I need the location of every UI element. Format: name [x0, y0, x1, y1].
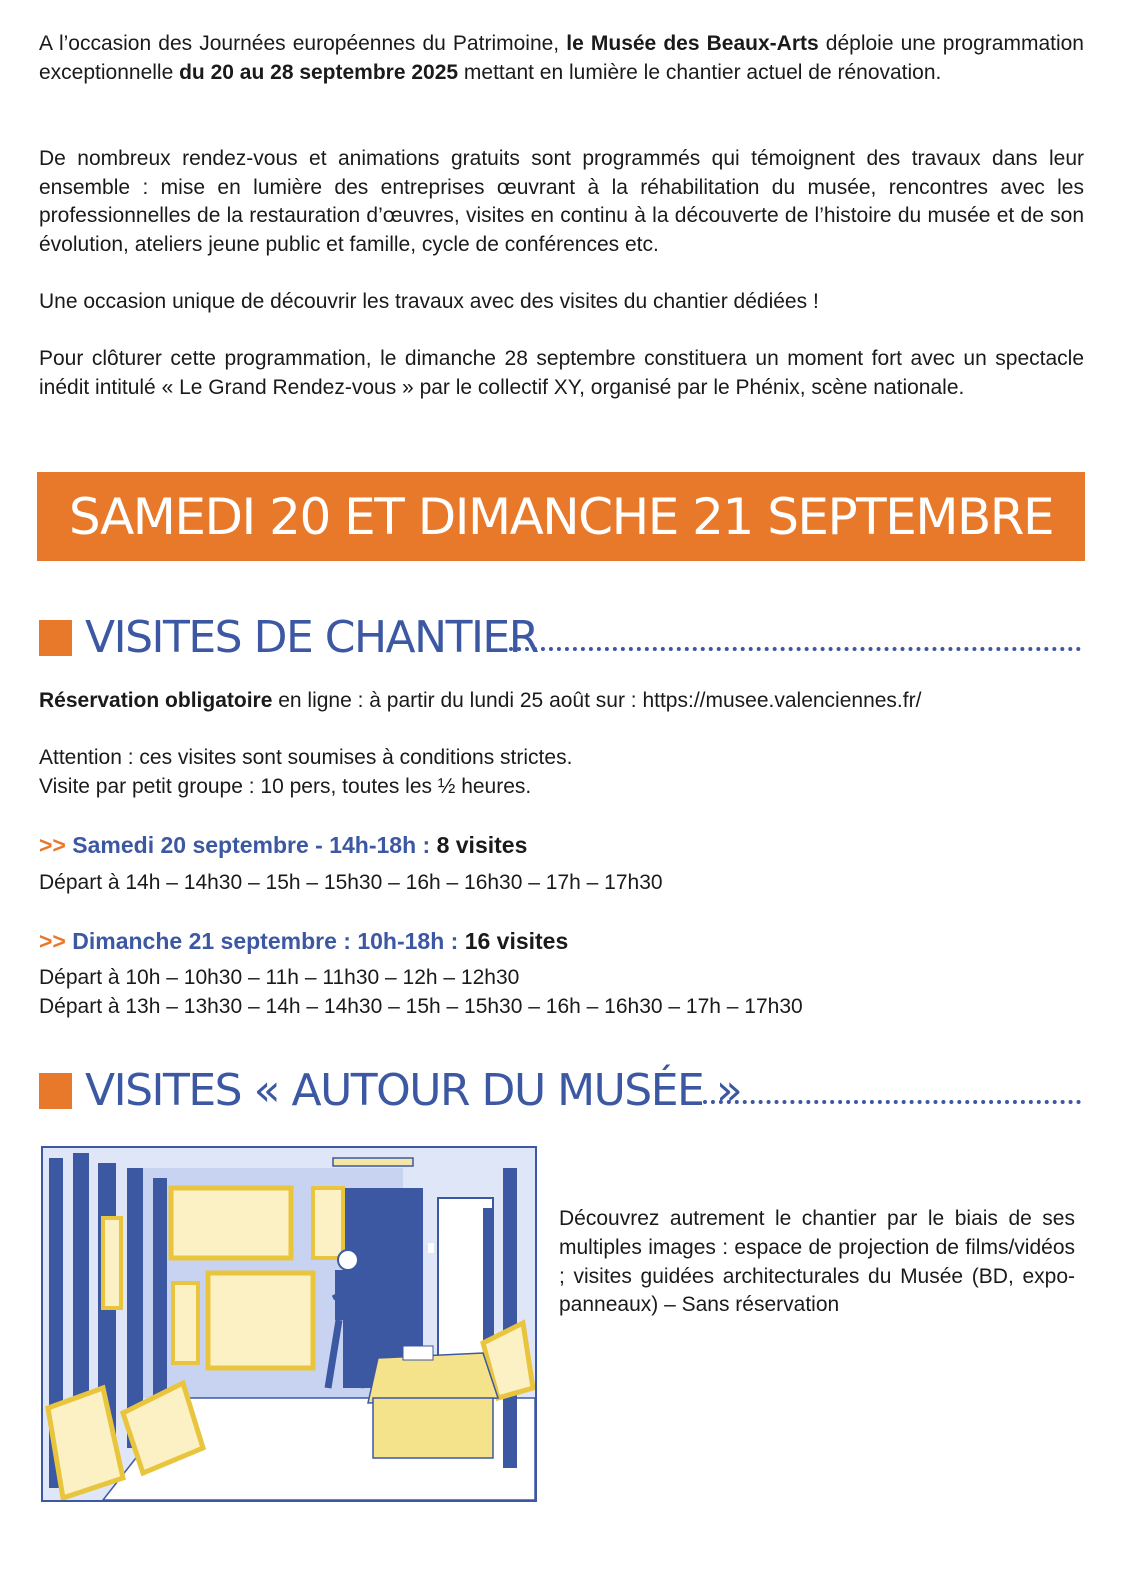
saturday-heading	[39, 830, 527, 860]
intro-paragraph-3: Une occasion unique de découvrir les travaux avec des visites du chantier dédiées !	[39, 290, 819, 313]
reservation-required: Réservation obligatoire	[39, 689, 273, 712]
double-chevron-icon: >>	[39, 928, 66, 954]
section-heading-autour	[39, 1063, 1089, 1123]
intro-dates: du 20 au 28 septembre 2025	[179, 60, 459, 84]
sunday-count: 16 visites	[464, 928, 569, 954]
intro-text: déploie une programmation exceptionnelle	[39, 32, 1084, 84]
double-chevron-icon: >>	[39, 832, 66, 858]
sunday-times-afternoon: Départ à 13h – 13h30 – 14h – 14h30 – 15h – 15h30 – 16h – 16h30 – 17h – 17h30	[39, 995, 803, 1018]
section-title: VISITES « AUTOUR DU MUSÉE »	[85, 1065, 742, 1116]
reservation-details: en ligne : à partir du lundi 25 août sur : https://musee.valenciennes.fr/	[272, 689, 922, 712]
sunday-label: Dimanche 21 septembre : 10h-18h :	[65, 928, 465, 954]
sunday-heading	[39, 926, 568, 956]
section-title: VISITES DE CHANTIER	[85, 612, 538, 663]
intro-text: A l’occasion des Journées européennes du Patrimoine,	[39, 32, 567, 55]
intro-paragraph-1	[39, 30, 1084, 87]
orange-square-icon	[39, 620, 72, 656]
intro-paragraph-4: Pour clôturer cette programmation, le dimanche 28 septembre constituera un moment fort avec un spectacle inédit intitulé « Le Grand Rendez-vous » par le collectif XY, organisé par le Phénix, scène nationale.	[39, 347, 1084, 399]
saturday-count: 8 visites	[436, 832, 528, 858]
saturday-times: Départ à 14h – 14h30 – 15h – 15h30 – 16h – 16h30 – 17h – 17h30	[39, 871, 663, 894]
sunday-times-morning: Départ à 10h – 10h30 – 11h – 11h30 – 12h – 12h30	[39, 966, 520, 989]
reservation-line	[39, 687, 921, 716]
intro-museum-name: le Musée des Beaux-Arts	[566, 32, 819, 55]
section-heading-chantier	[39, 610, 1089, 670]
attention-line-1: Attention : ces visites sont soumises à conditions strictes.	[39, 746, 573, 769]
date-banner: SAMEDI 20 ET DIMANCHE 21 SEPTEMBRE	[37, 472, 1085, 561]
saturday-label: Samedi 20 septembre - 14h-18h :	[65, 832, 437, 858]
orange-square-icon	[39, 1073, 72, 1109]
museum-storage-illustration	[41, 1146, 537, 1502]
intro-text: mettant en lumière le chantier actuel de rénovation.	[458, 60, 942, 84]
intro-paragraph-2: De nombreux rendez-vous et animations gratuits sont programmés qui témoignent des travaux dans leur ensemble : mise en lumière des entreprises œuvrant à la réhabilitation du musée, rencontres avec les professionnelles de la restauration d’œuvres, visites en continu à la découverte de l’histoire du musée et de son évolution, ateliers jeune public et famille, cycle de conférences etc.	[39, 147, 1084, 256]
dotted-leader	[509, 647, 1081, 651]
attention-line-2: Visite par petit groupe : 10 pers, toutes les ½ heures.	[39, 775, 532, 798]
autour-description: Découvrez autrement le chantier par le biais de ses multiples images : espace de projection de films/vidéos ; visites guidées architecturales du Musée (BD, expo-panneaux) – Sans réservation	[559, 1207, 1075, 1317]
dotted-leader	[703, 1100, 1081, 1104]
